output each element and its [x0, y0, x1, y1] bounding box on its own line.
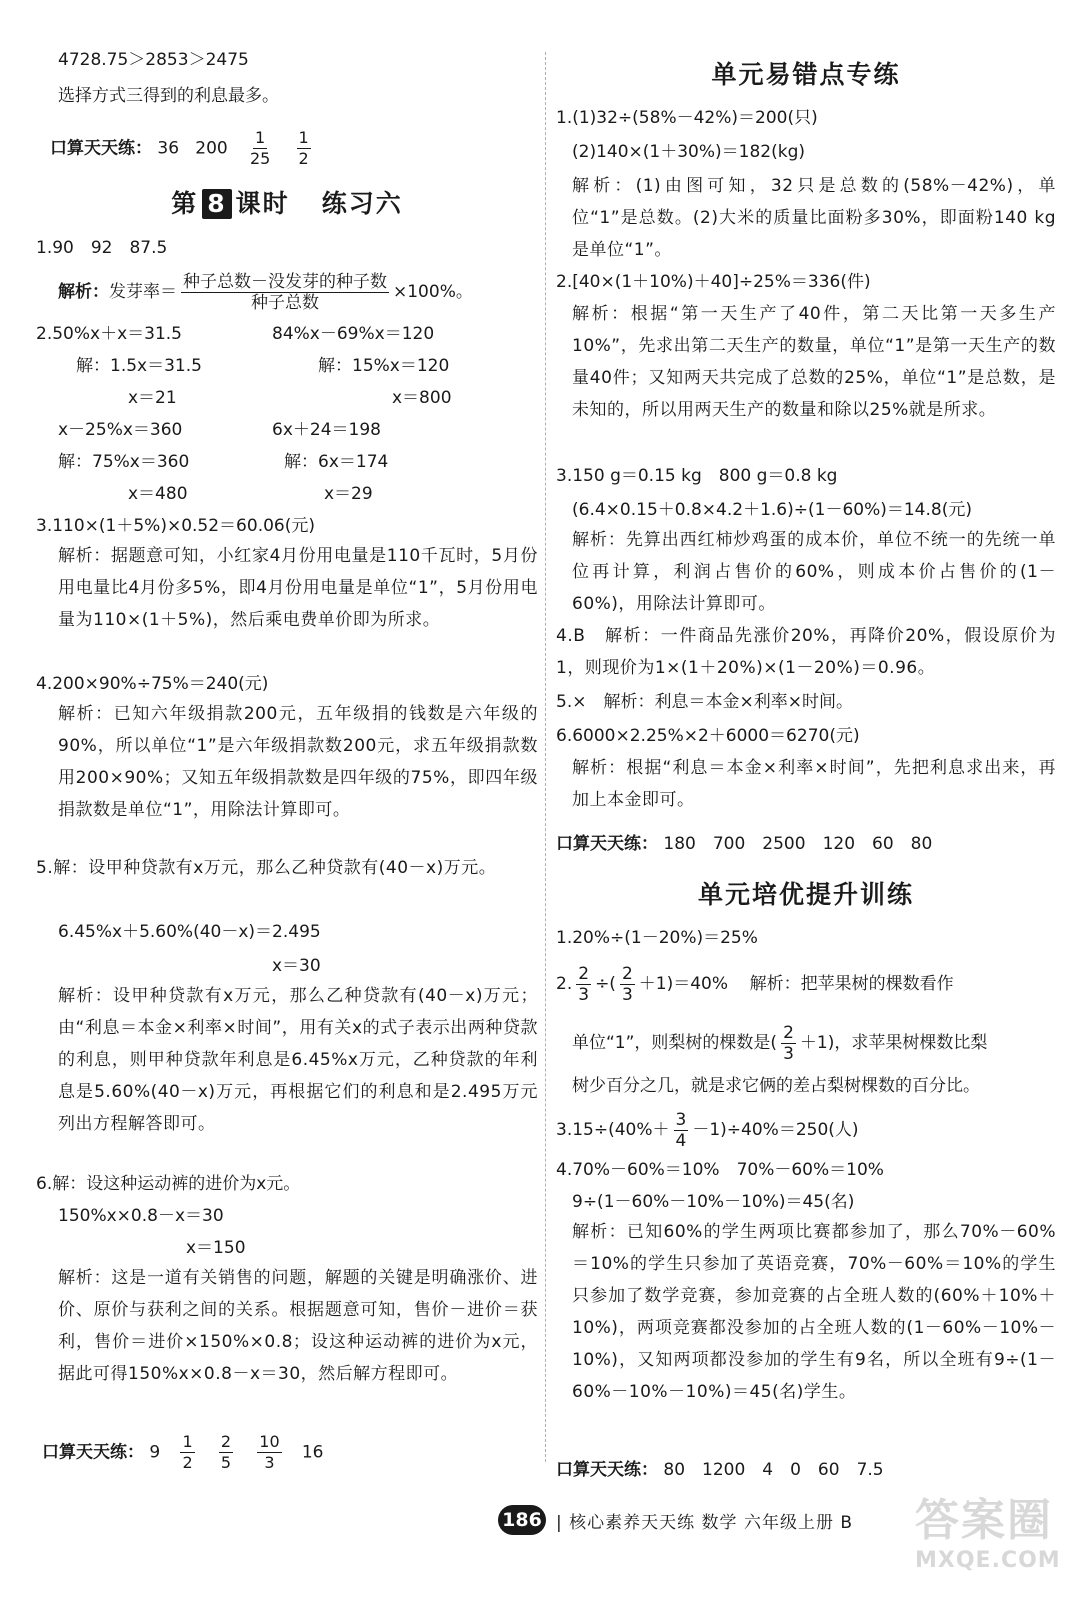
oral-fraction: $\frac{2}{5}$ [220, 1432, 232, 1472]
footer-book-title: | 核心素养天天练 数学 六年级上册 B [556, 1513, 854, 1533]
q3-answer: 3.110×(1＋5%)×0.52＝60.06(元) [36, 516, 315, 536]
section-heading-advanced: 单元培优提升训练 [697, 880, 914, 909]
oral-label: 口算天天练： [42, 1442, 144, 1463]
oral-practice-top [50, 128, 315, 169]
lesson-heading: 第 8 课时 练习六 [171, 189, 403, 218]
fraction: $\frac{2}{3}$ [578, 963, 590, 1005]
q4-answer: 4.200×90%÷75%＝240(元) [36, 674, 269, 694]
page-number: 186 [498, 1505, 546, 1535]
oral-label: 口算天天练： [556, 834, 658, 854]
oral-practice-right-1 [556, 832, 932, 856]
germination-fraction: $\frac{\text{种子总数－没发芽的种子数}}{\text{种子总数}}$ [183, 271, 387, 313]
r-q2-answer: 2.[40×(1＋10%)＋40]÷25%＝336(件) [556, 272, 871, 292]
r-q1-line1: 1.(1)32÷(58%－42%)＝200(只) [556, 108, 818, 128]
q1-analysis: 解析：发芽率＝ $\frac{\text{种子总数－没发芽的种子数}}{\text{种子总数}}$ ×100%。 [58, 271, 473, 313]
top-comparison: 4728.75＞2853＞2475 [58, 50, 249, 70]
lesson-number-badge: 8 [202, 189, 231, 219]
top-conclusion: 选择方式三得到的利息最多。 [58, 86, 279, 106]
r-q1-line2: (2)140×(1＋30%)＝182(kg) [572, 142, 805, 162]
watermark-logo: 答案圈 [915, 1495, 1053, 1546]
p3: 3.15÷(40%＋ $\frac{3}{4}$ －1)÷40%＝250(人) [556, 1109, 859, 1151]
oral-fraction: $\frac{1}{2}$ [182, 1432, 193, 1472]
p2-answer: 2. $\frac{2}{3}$ ÷( $\frac{2}{3}$ ＋1)＝40% 解析：把苹果树的棵数看作 [556, 963, 954, 1005]
oral-practice-right-2 [556, 1458, 884, 1482]
r-q4: 4.B 解析：一件商品先涨价20%，再降价20%，假设原价为1，则现价为1×(1＋20%)×(1－20%)＝0.96。 [556, 626, 1056, 678]
oral-fraction: $\frac{1}{25}$ [249, 128, 271, 168]
q6-analysis: 解析：这是一道有关销售的问题，解题的关键是明确涨价、进价、原价与获利之间的关系。根据题意可知，售价－进价＝获利，售价＝进价×150%×0.8；设这种运动裤的进价为x元，据此可得150%x×0.8－x＝30，然后解方程即可。 [58, 1268, 538, 1384]
fraction: $\frac{2}{3}$ [783, 1022, 794, 1064]
q5-answer: 5.解：设甲种贷款有x万元，那么乙种贷款有(40－x)万元。 [36, 858, 497, 878]
column-divider [545, 52, 546, 1462]
q6-solution: x＝150 [186, 1238, 246, 1258]
p2-analysis-line2: 单位“1”，则梨树的棵数是( $\frac{2}{3}$ ＋1)，求苹果树棵数比梨 [572, 1022, 988, 1064]
r-q6-answer: 6.6000×2.25%×2＋6000＝6270(元) [556, 726, 860, 746]
q1-answer: 1.90 92 87.5 [36, 238, 168, 258]
p2-analysis-line3: 树少百分之几，就是求它俩的差占梨树棵数的百分比。 [572, 1076, 980, 1096]
fraction: $\frac{3}{4}$ [675, 1109, 687, 1151]
oral-label: 口算天天练： [50, 138, 152, 159]
r-q1-analysis: 解析：(1)由图可知，32只是总数的(58%－42%)，单位“1”是总数。(2)大米的质量比面粉多30%，即面粉140 kg是单位“1”。 [572, 176, 1056, 260]
p4-line1: 4.70%－60%＝10% 70%－60%＝10% [556, 1160, 884, 1180]
watermark [915, 1495, 1065, 1585]
p4-analysis: 解析：已知60%的学生两项比赛都参加了，那么70%－60%＝10%的学生只参加了英语竞赛，70%－60%＝10%的学生只参加了数学竞赛，参加竞赛的占全班人数的(60%＋10%＋10%)，两项竞赛都没参加的占全班人数的(1－60%－10%－10%)，又知两项都没参加的学生有9名，所以全班有9÷(1－60%－10%－10%)＝45(名)学生。 [572, 1222, 1056, 1402]
oral-practice-bottom-left: 口算天天练： 9 $\frac{1}{2}$ $\frac{2}{5}$ $\frac{10}{3}$ 16 [42, 1432, 324, 1472]
r-q6-analysis: 解析：根据“利息＝本金×利率×时间”，先把利息求出来，再加上本金即可。 [572, 758, 1056, 810]
oral-value: 36 [157, 138, 180, 159]
r-q5: 5.× 解析：利息＝本金×利率×时间。 [556, 692, 853, 712]
q3-analysis: 解析：据题意可知，小红家4月份用电量是110千瓦时，5月份用电量比4月份多5%，即4月份用电量是单位“1”，5月份用电量为110×(1＋5%)，然后乘电费单价即为所求。 [58, 546, 538, 630]
q4-analysis: 解析：已知六年级捐款200元，五年级捐的钱数是六年级的90%，所以单位“1”是六年级捐款数200元，求五年级捐款数用200×90%；又知五年级捐款数是四年级的75%，即四年级捐款数是单位“1”，用除法计算即可。 [58, 704, 538, 820]
r-q3-line1: 3.150 g＝0.15 kg 800 g＝0.8 kg [556, 466, 838, 486]
oral-value: 200 [195, 138, 228, 159]
r-q2-analysis: 解析：根据“第一天生产了40件，第二天比第一天多生产10%”，先求出第二天生产的数量，单位“1”是第一天生产的数量40件；又知两天共完成了总数的25%，单位“1”是总数，是未知的，所以用两天生产的数量和除以25%就是所求。 [572, 304, 1056, 420]
q5-equation: 6.45%x＋5.60%(40－x)＝2.495 [58, 922, 321, 942]
fraction: $\frac{2}{3}$ [621, 963, 633, 1005]
watermark-url: MXQE.COM [915, 1548, 1061, 1573]
r-q3-line2: (6.4×0.15＋0.8×4.2＋1.6)÷(1－60%)＝14.8(元) [572, 500, 972, 520]
p1: 1.20%÷(1－20%)＝25% [556, 928, 758, 948]
oral-label: 口算天天练： [556, 1460, 658, 1480]
q5-analysis: 解析：设甲种贷款有x万元，那么乙种贷款有(40－x)万元；由“利息＝本金×利率×时间”，用有关x的式子表示出两种贷款的利息，则甲种贷款年利息是6.45%x万元，乙种贷款的年利息是5.60%(40－x)万元，再根据它们的利息和是2.495万元列出方程解答即可。 [58, 986, 538, 1134]
oral-fraction: $\frac{1}{2}$ [298, 128, 309, 168]
r-q3-analysis: 解析：先算出西红柿炒鸡蛋的成本价，单位不统一的先统一单位再计算，利润占售价的60%，则成本价占售价的(1－60%)，用除法计算即可。 [572, 530, 1056, 614]
q6-answer: 6.解：设这种运动裤的进价为x元。 [36, 1174, 301, 1194]
q5-solution: x＝30 [272, 956, 321, 976]
p4-line2: 9÷(1－60%－10%－10%)＝45(名) [572, 1192, 855, 1212]
q6-equation: 150%x×0.8－x＝30 [58, 1206, 224, 1226]
section-heading-errors: 单元易错点专练 [711, 60, 901, 89]
oral-fraction: $\frac{10}{3}$ [259, 1432, 280, 1472]
oral-values: 180 700 2500 120 60 80 [663, 834, 933, 854]
oral-values: 80 1200 4 0 60 7.5 [663, 1460, 884, 1480]
